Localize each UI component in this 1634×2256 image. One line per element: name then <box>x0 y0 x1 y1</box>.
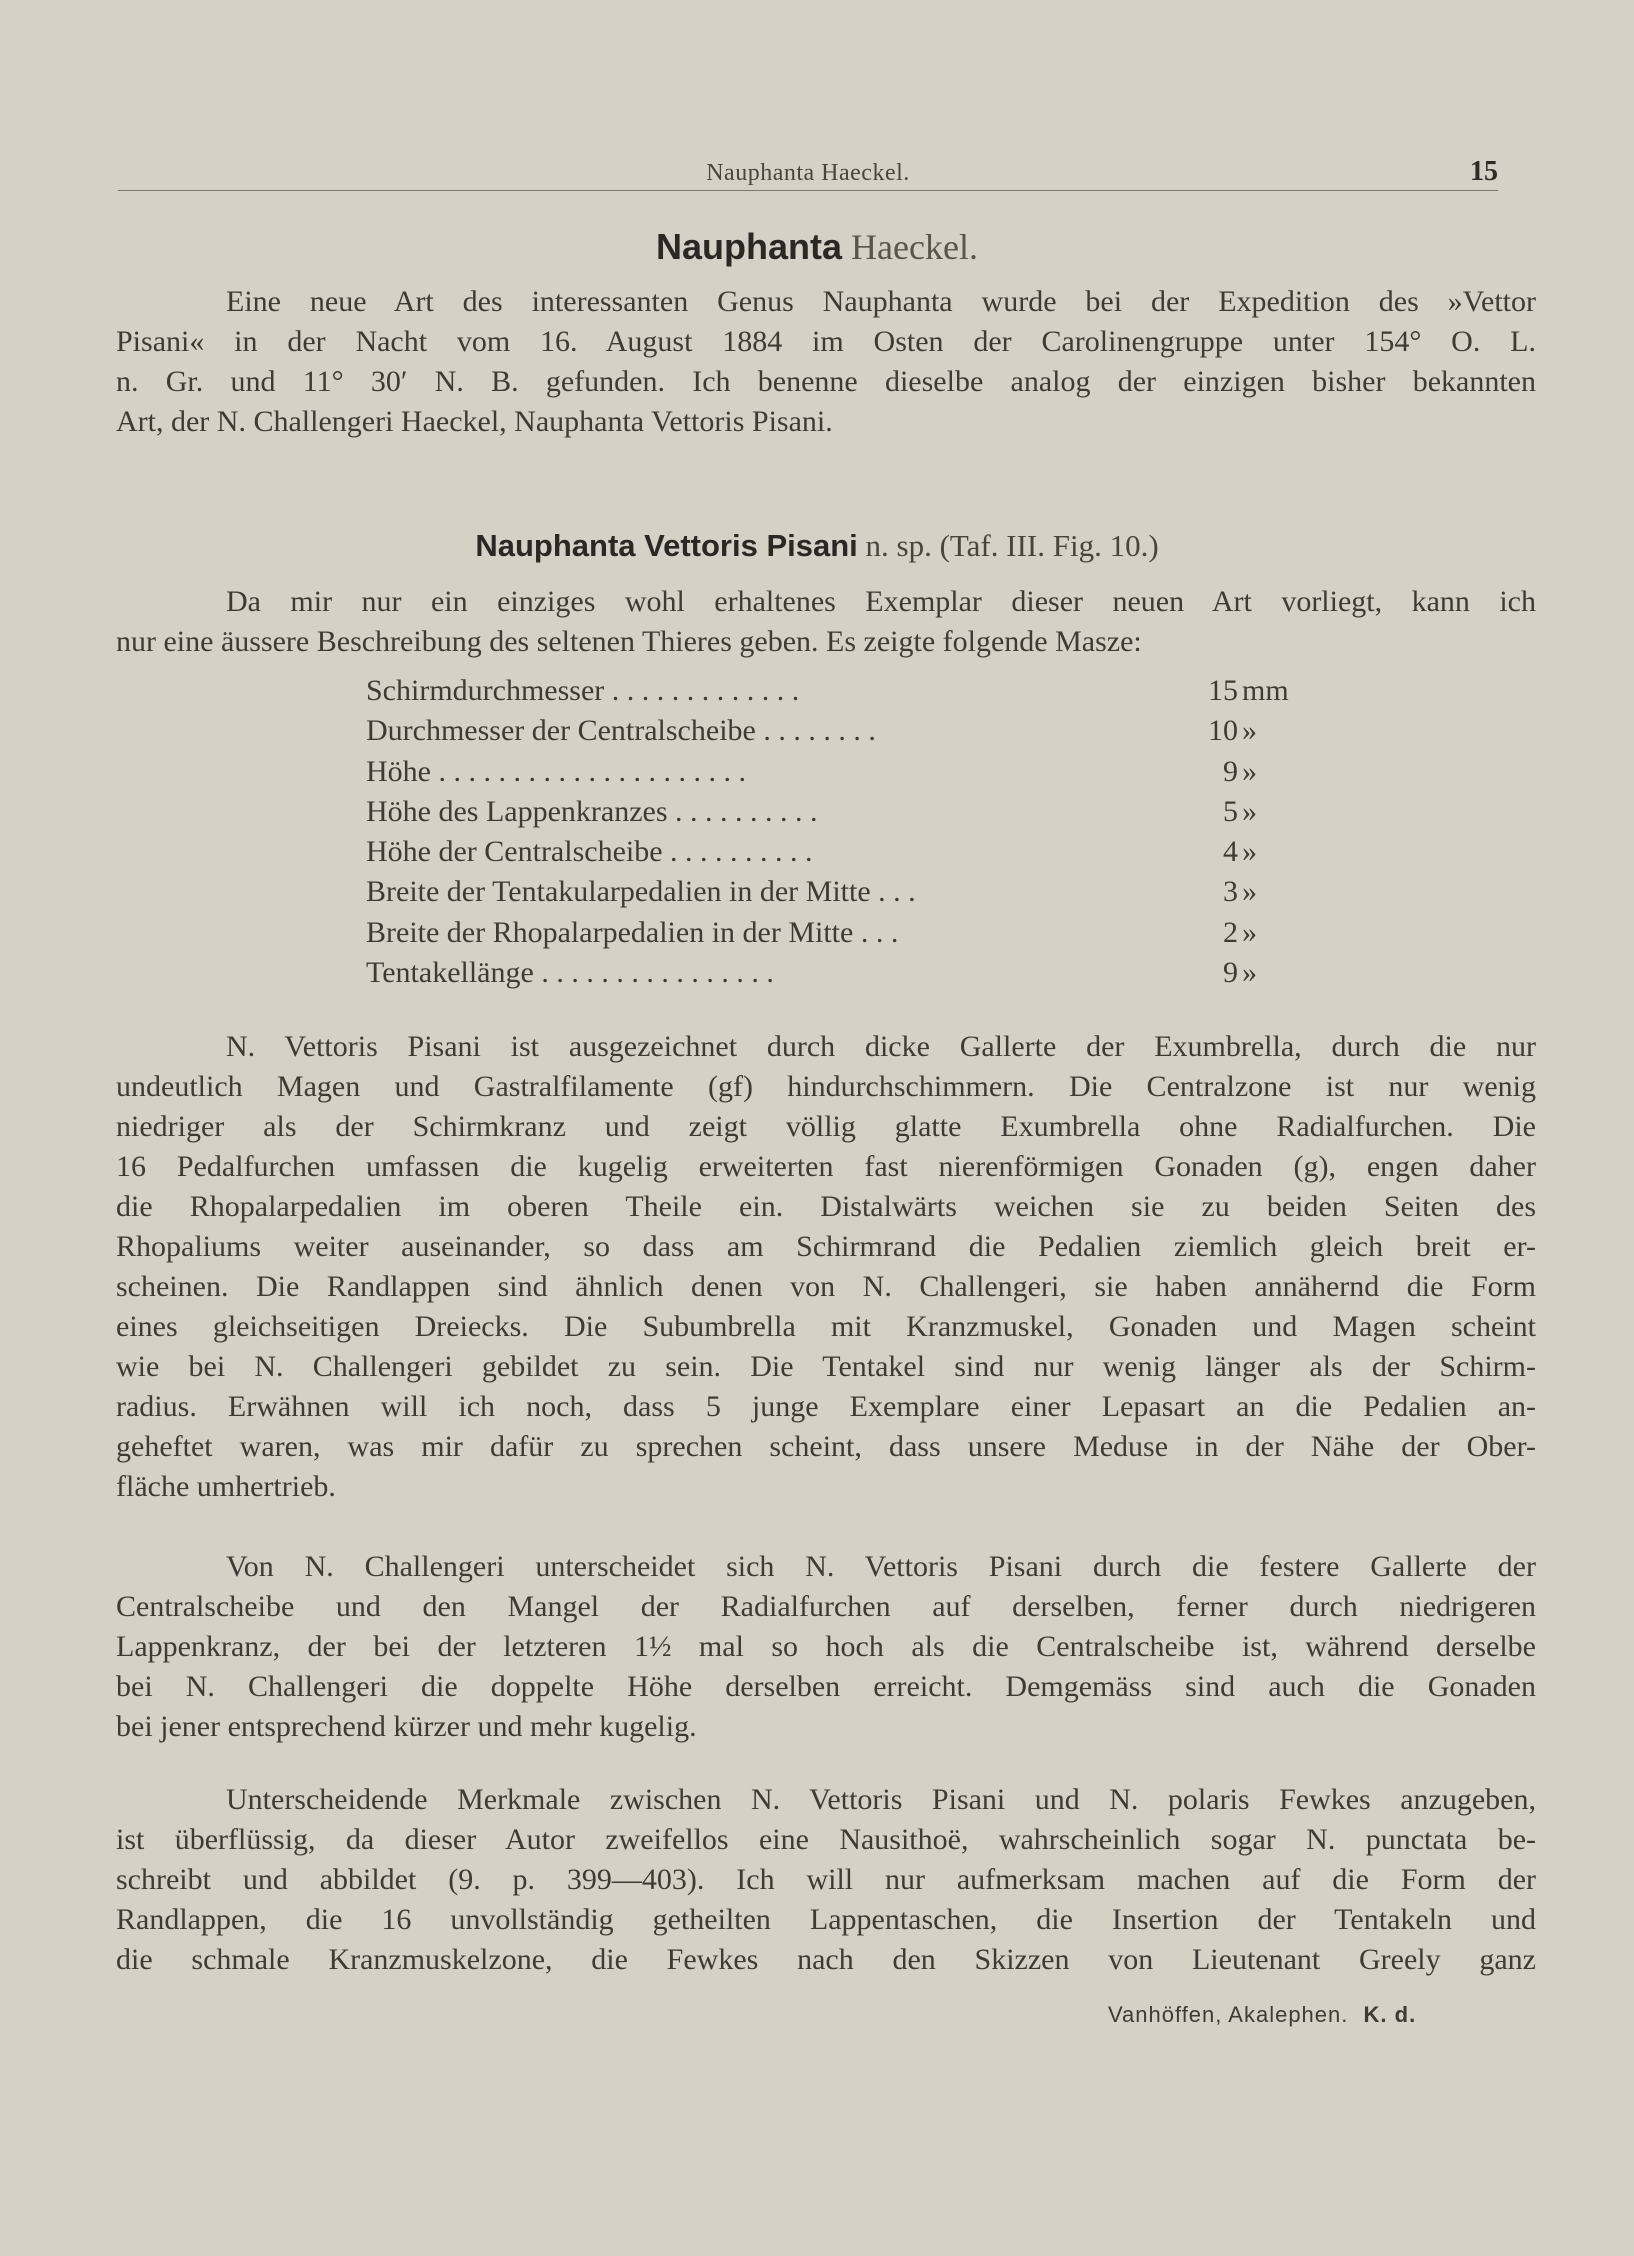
text-line: Eine neue Art des interessanten Genus Nauphanta wurde bei der Expedition des »Vettor <box>226 285 1536 318</box>
text-line: Von N. Challengeri unterscheidet sich N. Vettoris Pisani durch die festere Gallerte der <box>226 1550 1536 1583</box>
text-line: die Rhopalarpedalien im oberen Theile ein. Distalwärts weichen sie zu beiden Seiten des <box>116 1190 1536 1223</box>
measurement-label: Durchmesser der Centralscheibe . . . . . . . . <box>366 714 876 748</box>
paragraph-2 <box>116 1027 1536 1507</box>
intro-paragraph <box>116 282 1536 442</box>
text-line: bei N. Challengeri die doppelte Höhe derselben erreicht. Demgemäss sind auch die Gonaden <box>116 1670 1536 1703</box>
species-reference: n. sp. (Taf. III. Fig. 10.) <box>857 528 1159 563</box>
signature-line <box>1108 2002 1416 2028</box>
measurement-label: Schirmdurchmesser . . . . . . . . . . . . . <box>366 674 800 707</box>
measurement-unit: » <box>1242 915 1257 949</box>
text-line: Art, der N. Challengeri Haeckel, Nauphanta Vettoris Pisani. <box>116 405 833 438</box>
text-line: niedriger als der Schirmkranz und zeigt völlig glatte Exumbrella ohne Radialfurchen. Die <box>116 1110 1536 1143</box>
paragraph-1 <box>116 582 1536 662</box>
text-line: bei jener entsprechend kürzer und mehr kugelig. <box>116 1710 697 1743</box>
measurement-unit: » <box>1242 754 1257 788</box>
text-line: Unterscheidende Merkmale zwischen N. Vettoris Pisani und N. polaris Fewkes anzugeben, <box>226 1783 1536 1816</box>
text-line: eines gleichseitigen Dreiecks. Die Subumbrella mit Kranzmuskel, Gonaden und Magen scheint <box>116 1310 1536 1343</box>
text-line: geheftet waren, was mir dafür zu sprechen scheint, dass unsere Meduse in der Nähe der Ober- <box>116 1430 1536 1463</box>
measurement-unit: » <box>1242 714 1257 748</box>
section-heading <box>0 226 1634 268</box>
text-line: wie bei N. Challengeri gebildet zu sein. Die Tentakel sind nur wenig länger als der Schirm- <box>116 1350 1536 1383</box>
measurement-label: Breite der Tentakularpedalien in der Mitte . . . <box>366 875 916 909</box>
text-line: nur eine äussere Beschreibung des seltenen Thieres geben. Es zeigte folgende Masze: <box>116 625 1142 658</box>
species-heading <box>0 528 1634 564</box>
page-number: 15 <box>1470 156 1498 187</box>
running-title: Nauphanta Haeckel. <box>706 160 910 186</box>
text-line: N. Vettoris Pisani ist ausgezeichnet durch dicke Gallerte der Exumbrella, durch die nur <box>226 1030 1536 1063</box>
running-header <box>118 158 1498 191</box>
measurement-value: 3 <box>1223 875 1238 909</box>
measurement-label: Höhe des Lappenkranzes . . . . . . . . . . <box>366 794 818 828</box>
measurement-label: Tentakellänge . . . . . . . . . . . . . . . . <box>366 956 774 990</box>
text-line: 16 Pedalfurchen umfassen die kugelig erweiterten fast nierenförmigen Gonaden (g), engen daher <box>116 1150 1536 1183</box>
text-line: ist überflüssig, da dieser Autor zweifellos eine Nausithoë, wahrscheinlich sogar N. punctata be- <box>116 1823 1536 1856</box>
measurement-unit: » <box>1242 835 1257 869</box>
measurement-row <box>366 792 1286 832</box>
measurement-row <box>366 953 1286 993</box>
measurement-value: 2 <box>1223 915 1238 949</box>
measurement-unit: mm <box>1242 674 1289 707</box>
measurement-row <box>366 913 1286 953</box>
species-name: Nauphanta Vettoris Pisani <box>475 528 858 563</box>
measurement-unit: » <box>1242 956 1257 990</box>
measurement-row <box>366 832 1286 872</box>
measurement-value: 9 <box>1223 754 1238 788</box>
text-line: Lappenkranz, der bei der letzteren 1½ mal so hoch als die Centralscheibe ist, während derselbe <box>116 1630 1536 1663</box>
printer-signature: Vanhöffen, Akalephen. <box>1108 2002 1349 2027</box>
measurement-label: Höhe . . . . . . . . . . . . . . . . . . . . . <box>366 754 746 788</box>
text-line: Rhopaliums weiter auseinander, so dass am Schirmrand die Pedalien ziemlich gleich breit er- <box>116 1230 1536 1263</box>
text-line: schreibt und abbildet (9. p. 399—403). Ich will nur aufmerksam machen auf die Form der <box>116 1863 1536 1896</box>
measurement-row <box>366 711 1286 751</box>
paragraph-3 <box>116 1547 1536 1747</box>
text-line: Pisani« in der Nacht vom 16. August 1884 im Osten der Carolinengruppe unter 154° O. L. <box>116 325 1536 358</box>
measurement-unit: » <box>1242 875 1257 909</box>
text-line: Randlappen, die 16 unvollständig getheilten Lappentaschen, die Insertion der Tentakeln und <box>116 1903 1536 1936</box>
measurement-value: 15 <box>1208 674 1238 707</box>
text-line: n. Gr. und 11° 30′ N. B. gefunden. Ich benenne dieselbe analog der einzigen bisher bekannten <box>116 365 1536 398</box>
genus-author: Haeckel. <box>851 227 978 267</box>
measurement-value: 5 <box>1223 794 1238 828</box>
sheet-mark: K. d. <box>1363 2002 1417 2027</box>
measurement-value: 9 <box>1223 956 1238 990</box>
measurement-row <box>366 671 1289 711</box>
measurement-value: 4 <box>1223 835 1238 869</box>
measurement-value: 10 <box>1208 714 1238 748</box>
measurement-unit: » <box>1242 794 1257 828</box>
measurement-label: Breite der Rhopalarpedalien in der Mitte . . . <box>366 915 899 949</box>
text-line: die schmale Kranzmuskelzone, die Fewkes nach den Skizzen von Lieutenant Greely ganz <box>116 1943 1536 1976</box>
genus-name: Nauphanta <box>656 226 843 267</box>
text-line: undeutlich Magen und Gastralfilamente (gf) hindurchschimmern. Die Centralzone ist nur wenig <box>116 1070 1536 1103</box>
text-line: Da mir nur ein einziges wohl erhaltenes Exemplar dieser neuen Art vorliegt, kann ich <box>226 585 1536 618</box>
text-line: scheinen. Die Randlappen sind ähnlich denen von N. Challengeri, sie haben annähernd die Form <box>116 1270 1536 1303</box>
text-line: fläche umhertrieb. <box>116 1470 336 1503</box>
measurement-row <box>366 872 1286 912</box>
measurement-table <box>366 671 1289 993</box>
text-line: Centralscheibe und den Mangel der Radialfurchen auf derselben, ferner durch niedrigeren <box>116 1590 1536 1623</box>
text-line: radius. Erwähnen will ich noch, dass 5 junge Exemplare einer Lepasart an die Pedalien an- <box>116 1390 1536 1423</box>
measurement-row <box>366 752 1286 792</box>
measurement-label: Höhe der Centralscheibe . . . . . . . . . . <box>366 835 813 869</box>
paragraph-4 <box>116 1780 1536 1980</box>
